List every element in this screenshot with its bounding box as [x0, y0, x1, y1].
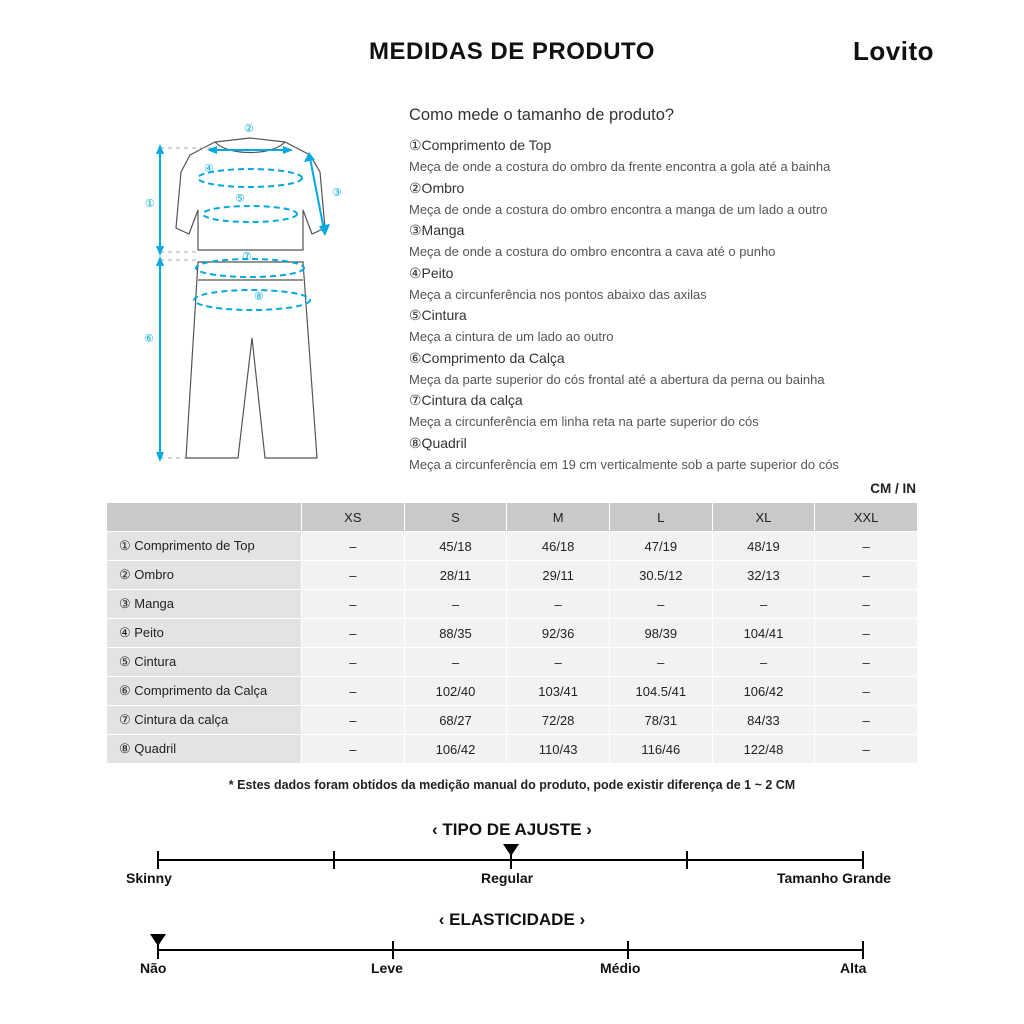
elasticity-tick-medio: [627, 941, 629, 959]
cell: –: [302, 648, 404, 676]
table-row: [107, 735, 917, 763]
callout-8: ⑧: [254, 291, 264, 303]
callout-2: ②: [244, 123, 254, 135]
fit-label-skinny: Skinny: [126, 870, 172, 886]
cell: 92/36: [507, 619, 609, 647]
cell: –: [815, 561, 917, 589]
fit-tick-large: [862, 851, 864, 869]
fit-tick-4: [686, 851, 688, 869]
row-label: ② Ombro: [107, 561, 301, 589]
size-table-wrapper: [106, 502, 918, 764]
cell: 106/42: [713, 677, 815, 705]
fit-label-regular: Regular: [481, 870, 534, 886]
cell: –: [713, 590, 815, 618]
instruction-desc: Meça a circunferência em linha reta na parte superior do cós: [409, 414, 759, 430]
cell: 68/27: [405, 706, 507, 734]
table-row: [107, 532, 917, 560]
cell: 28/11: [405, 561, 507, 589]
instruction-desc: Meça de onde a costura do ombro encontra a manga de um lado a outro: [409, 201, 828, 217]
table-row: [107, 561, 917, 589]
cell: 47/19: [610, 532, 712, 560]
instruction-item: [409, 392, 969, 431]
cell: –: [302, 677, 404, 705]
instruction-title: ⑤Cintura: [409, 307, 467, 324]
table-header-row: [107, 503, 917, 531]
column-header-l: L: [610, 503, 712, 531]
cell: –: [815, 677, 917, 705]
cell: 84/33: [713, 706, 815, 734]
row-label: ⑥ Comprimento da Calça: [107, 677, 301, 705]
elasticity-label-nao: Não: [140, 960, 167, 976]
instruction-desc: Meça a circunferência nos pontos abaixo das axilas: [409, 286, 707, 302]
fit-scale-axis: [157, 848, 864, 870]
cell: –: [507, 590, 609, 618]
elasticity-label-alta: Alta: [840, 960, 867, 976]
cell: –: [815, 532, 917, 560]
table-row: [107, 648, 917, 676]
cell: –: [815, 735, 917, 763]
row-label: ⑦ Cintura da calça: [107, 706, 301, 734]
instruction-title: ⑦Cintura da calça: [409, 392, 523, 409]
brand-logo: Lovito: [853, 36, 934, 66]
row-label: ⑧ Quadril: [107, 735, 301, 763]
cell: 104.5/41: [610, 677, 712, 705]
instruction-title: ①Comprimento de Top: [409, 137, 552, 153]
column-header: [107, 503, 301, 531]
cell: 29/11: [507, 561, 609, 589]
callout-7: ⑦: [242, 251, 252, 263]
fit-label-large: Tamanho Grande: [777, 870, 892, 886]
elasticity-tick-alta: [862, 941, 864, 959]
table-row: [107, 706, 917, 734]
fit-scale-title: ‹ TIPO DE AJUSTE ›: [432, 820, 592, 839]
cell: 102/40: [405, 677, 507, 705]
row-label: ① Comprimento de Top: [107, 532, 301, 560]
cell: –: [610, 590, 712, 618]
callout-6: ⑥: [144, 333, 154, 345]
instruction-item: [409, 137, 969, 176]
cell: 72/28: [507, 706, 609, 734]
cell: 122/48: [713, 735, 815, 763]
cell: –: [405, 648, 507, 676]
callout-5: ⑤: [235, 193, 245, 205]
header: [0, 38, 1024, 78]
cell: –: [302, 706, 404, 734]
elasticity-scale-title: ‹ ELASTICIDADE ›: [438, 910, 586, 929]
cell: 106/42: [405, 735, 507, 763]
cell: 78/31: [610, 706, 712, 734]
instruction-title: ③Manga: [409, 222, 465, 239]
instruction-desc: Meça de onde a costura do ombro da frente encontra a gola até a bainha: [409, 159, 831, 174]
instruction-item: [409, 435, 969, 474]
table-header: [107, 503, 917, 531]
cell: 88/35: [405, 619, 507, 647]
cell: 103/41: [507, 677, 609, 705]
elasticity-axis-line: [157, 949, 864, 951]
fit-tick-skinny: [157, 851, 159, 869]
column-header-xs: XS: [302, 503, 404, 531]
cell: 104/41: [713, 619, 815, 647]
instruction-desc: Meça de onde a costura do ombro encontra a cava até o punho: [409, 244, 776, 260]
instruction-desc: Meça da parte superior do cós frontal até a abertura da perna ou bainha: [409, 371, 825, 387]
cell: –: [302, 590, 404, 618]
column-header-xl: XL: [713, 503, 815, 531]
cell: –: [302, 619, 404, 647]
instruction-item: [409, 350, 969, 389]
size-table: [106, 502, 918, 764]
table-body: [107, 532, 917, 763]
instruction-desc: Meça a cintura de um lado ao outro: [409, 329, 614, 345]
callout-3: ③: [332, 187, 342, 199]
cell: 32/13: [713, 561, 815, 589]
row-label: ④ Peito: [107, 619, 301, 647]
cell: –: [405, 590, 507, 618]
cell: –: [815, 648, 917, 676]
instructions-panel: [409, 106, 969, 477]
cell: –: [302, 561, 404, 589]
cell: –: [610, 648, 712, 676]
elasticity-selected-marker: [150, 934, 166, 946]
cell: 98/39: [610, 619, 712, 647]
elasticity-label-leve: Leve: [371, 960, 403, 976]
cell: –: [713, 648, 815, 676]
column-header-s: S: [405, 503, 507, 531]
cell: –: [815, 619, 917, 647]
fit-selected-marker: [503, 844, 519, 856]
instruction-item: [409, 265, 969, 304]
instruction-title: ⑥Comprimento da Calça: [409, 349, 565, 366]
table-row: [107, 590, 917, 618]
instruction-item: [409, 180, 969, 219]
units-note: CM / IN: [870, 481, 916, 496]
instruction-desc: Meça a circunferência em 19 cm verticalmente sob a parte superior do cós: [409, 456, 839, 472]
cell: –: [815, 706, 917, 734]
measurement-footnote: * Estes dados foram obtidos da medição manual do produto, pode existir diferença de 1 ~ 2 CM: [228, 778, 796, 792]
row-label: ⑤ Cintura: [107, 648, 301, 676]
page-title: MEDIDAS DE PRODUTO: [369, 38, 655, 65]
cell: 46/18: [507, 532, 609, 560]
cell: 30.5/12: [610, 561, 712, 589]
cell: –: [302, 735, 404, 763]
instruction-item: [409, 222, 969, 261]
cell: 110/43: [507, 735, 609, 763]
instruction-title: ②Ombro: [409, 179, 465, 196]
table-row: [107, 619, 917, 647]
callout-4: ④: [204, 163, 214, 175]
row-label: ③ Manga: [107, 590, 301, 618]
instruction-title: ④Peito: [409, 264, 454, 281]
instruction-item: [409, 307, 969, 346]
elasticity-scale-axis: [157, 938, 864, 960]
elasticity-tick-leve: [392, 941, 394, 959]
callout-1: ①: [145, 198, 155, 210]
fit-tick-2: [333, 851, 335, 869]
cell: –: [815, 590, 917, 618]
cell: –: [507, 648, 609, 676]
column-header-m: M: [507, 503, 609, 531]
instructions-heading: Como mede o tamanho de produto?: [409, 106, 675, 124]
cell: –: [302, 532, 404, 560]
column-header-xxl: XXL: [815, 503, 917, 531]
cell: 48/19: [713, 532, 815, 560]
elasticity-label-medio: Médio: [600, 960, 641, 976]
table-row: [107, 677, 917, 705]
cell: 45/18: [405, 532, 507, 560]
cell: 116/46: [610, 735, 712, 763]
instruction-title: ⑧Quadril: [409, 434, 467, 451]
garment-diagram: [120, 110, 390, 480]
